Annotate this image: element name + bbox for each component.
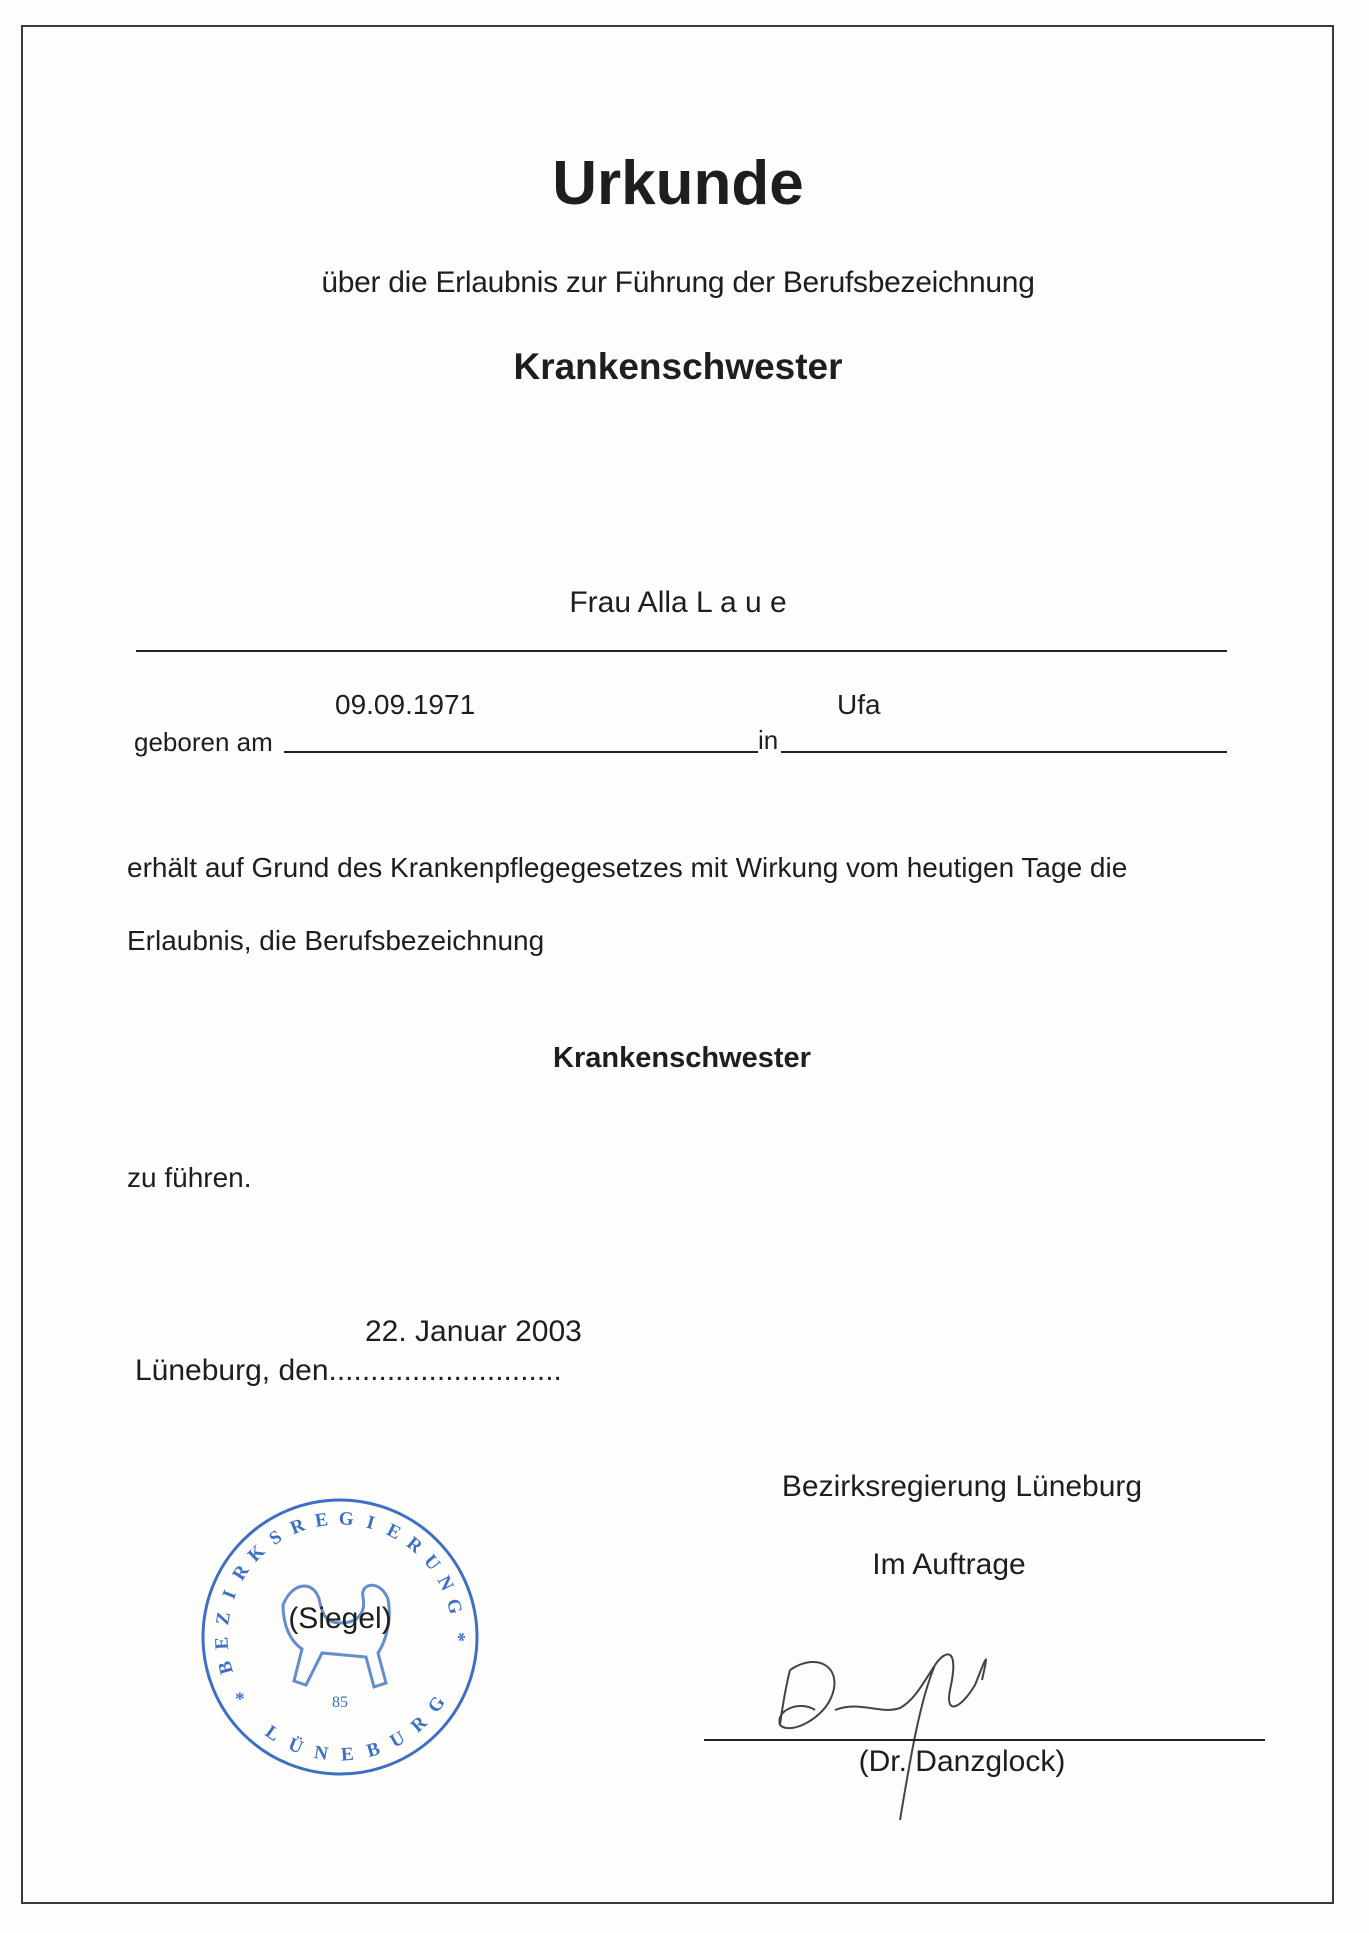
birth-place: Ufa bbox=[837, 689, 881, 720]
seal-letter-top: G bbox=[441, 1596, 467, 1617]
profession-repeat: Krankenschwester bbox=[553, 1042, 811, 1074]
seal-letter-top: K bbox=[243, 1540, 270, 1567]
seal-letter-bottom: L bbox=[261, 1721, 284, 1746]
seal-letter-bottom: R bbox=[407, 1712, 432, 1737]
seal-letter-bottom: N bbox=[312, 1742, 330, 1765]
authority-name: Bezirksregierung Lüneburg bbox=[781, 1470, 1143, 1503]
birth-place-line bbox=[781, 751, 1227, 753]
signatory-name: (Dr. Danzglock) bbox=[858, 1745, 1066, 1778]
profession-title: Krankenschwester bbox=[513, 346, 843, 387]
seal-letter-top: G bbox=[338, 1508, 355, 1531]
seal-letter-bottom: U bbox=[386, 1727, 409, 1753]
signature bbox=[760, 1640, 1020, 1830]
seal-letter-top: E bbox=[313, 1509, 330, 1532]
document-title: Urkunde bbox=[552, 149, 804, 218]
person-name: Frau Alla L a u e bbox=[569, 586, 787, 619]
seal-letter-top: B bbox=[214, 1658, 238, 1677]
body-line-2: Erlaubnis, die Berufsbezeichnung bbox=[127, 925, 545, 956]
seal-star-icon: * bbox=[447, 1632, 469, 1642]
place-date-label: Lüneburg, den............................ bbox=[135, 1354, 562, 1387]
seal-letter-top: R bbox=[228, 1561, 254, 1585]
signature-line bbox=[704, 1739, 1265, 1741]
seal-letter-top: R bbox=[402, 1532, 427, 1558]
seal-ring bbox=[203, 1500, 477, 1774]
seal-label: (Siegel) bbox=[288, 1602, 392, 1635]
birth-date-label: geboren am bbox=[134, 727, 273, 757]
seal-letter-top: S bbox=[265, 1526, 286, 1550]
body-line-1: erhält auf Grund des Krankenpflegegesetzes mit Wirkung vom heutigen Tage die bbox=[127, 852, 1128, 883]
horse-emblem-icon bbox=[283, 1585, 392, 1687]
seal-letter-top: Z bbox=[212, 1610, 235, 1627]
seal-ring-lettering bbox=[211, 1508, 468, 1765]
seal-letter-top: I bbox=[364, 1511, 377, 1535]
seal-letter-top: N bbox=[432, 1572, 458, 1595]
birth-place-label: in bbox=[758, 725, 779, 755]
seal-number: 85 bbox=[332, 1694, 348, 1711]
birth-date-line bbox=[284, 751, 758, 753]
seal-letter-bottom: Ü bbox=[285, 1733, 306, 1759]
closing-text: zu führen. bbox=[127, 1162, 252, 1193]
issue-date: 22. Januar 2003 bbox=[365, 1315, 582, 1348]
seal-letter-top: U bbox=[419, 1550, 445, 1575]
official-seal bbox=[198, 1495, 482, 1779]
birth-date: 09.09.1971 bbox=[335, 689, 476, 720]
seal-letter-bottom: G bbox=[423, 1692, 450, 1717]
seal-letter-top: E bbox=[211, 1636, 234, 1651]
seal-letter-bottom: E bbox=[340, 1743, 355, 1766]
on-behalf-label: Im Auftrage bbox=[872, 1548, 1026, 1581]
seal-letter-bottom: B bbox=[364, 1738, 383, 1763]
seal-star-icon: * bbox=[235, 1689, 245, 1710]
seal-letter-top: E bbox=[383, 1519, 405, 1545]
subtitle: über die Erlaubnis zur Führung der Berufsbezeichnung bbox=[321, 266, 1035, 299]
seal-letter-top: R bbox=[287, 1514, 308, 1540]
seal-letter-top: I bbox=[218, 1587, 241, 1602]
name-underline bbox=[136, 650, 1227, 652]
